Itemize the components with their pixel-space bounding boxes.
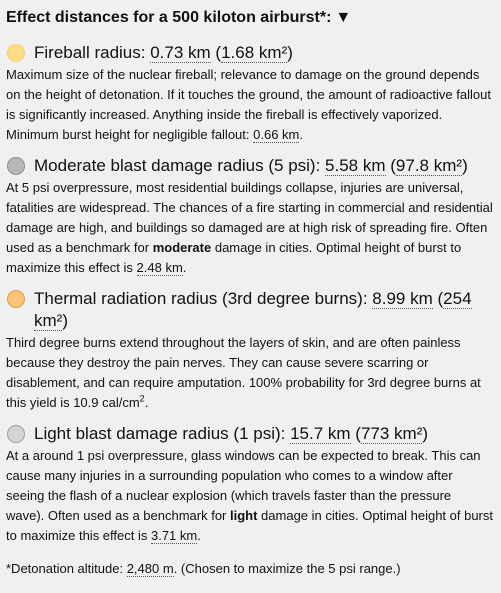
paren-open: ( (350, 424, 361, 443)
area-value[interactable]: 254 km² (34, 289, 472, 330)
effect-description (6, 333, 493, 413)
footnote-suffix: . (Chosen to maximize the 5 psi range.) (173, 561, 401, 576)
distance-value[interactable]: 5.58 km (325, 156, 386, 175)
distance-value[interactable]: 8.99 km (372, 289, 433, 308)
effect-heading (34, 155, 468, 177)
paren-close: ) (62, 311, 68, 330)
effect-thermal-radiation (6, 288, 493, 413)
effect-title (6, 288, 493, 332)
fireball-legend-circle-icon[interactable] (7, 44, 25, 62)
paren-close: ) (422, 424, 429, 443)
effect-heading (34, 288, 493, 332)
effect-label: Moderate blast damage radius (5 psi): (34, 156, 326, 175)
distance-value[interactable]: 0.73 km (150, 43, 211, 62)
desc-end: . (197, 528, 201, 543)
effect-title (6, 155, 493, 177)
effect-label: Thermal radiation radius (3rd degree burns): (34, 289, 373, 308)
light-blast-legend-circle-icon[interactable] (7, 425, 25, 443)
desc-text-2: damage in cities. Optimal height of burst to maximize this effect is (6, 240, 462, 275)
paren-open: ( (385, 156, 396, 175)
thermal-legend-circle-icon[interactable] (7, 290, 25, 308)
effect-description (6, 65, 493, 145)
desc-text-2: damage in cities. Optimal height of burst to maximize this effect is (6, 508, 493, 543)
paren-open: ( (432, 289, 444, 308)
effect-light-blast (6, 423, 493, 546)
effect-label: Light blast damage radius (1 psi): (34, 424, 291, 443)
desc-value[interactable]: 2.48 km (136, 260, 183, 275)
desc-end: . (299, 127, 303, 142)
desc-text: At 5 psi overpressure, most residential buildings collapse, injuries are universal, fatalities are widespread. The chances of a fire starting in commercial and residential damage are high, and buildings so damaged are at high risk of spreading fire. Often used as a benchmark for (6, 180, 493, 255)
desc-end: . (144, 395, 149, 410)
desc-end: . (182, 260, 187, 275)
effect-label: Fireball radius: (34, 43, 151, 62)
area-value[interactable]: 97.8 km² (395, 156, 463, 175)
effect-title (6, 42, 493, 64)
detonation-altitude-value[interactable]: 2,480 m (126, 561, 174, 576)
footnote-prefix: *Detonation altitude: (6, 561, 127, 576)
detonation-footnote (6, 560, 493, 578)
area-value[interactable]: 773 km² (360, 424, 423, 443)
desc-bold: light (230, 508, 258, 523)
moderate-blast-legend-circle-icon[interactable] (7, 157, 25, 175)
effect-fireball (6, 42, 493, 145)
effect-heading (34, 423, 428, 445)
area-value[interactable]: 1.68 km² (221, 43, 288, 62)
desc-superscript: 2 (139, 393, 145, 404)
desc-value[interactable]: 0.66 km (253, 127, 300, 142)
desc-text: Maximum size of the nuclear fireball; relevance to damage on the ground depends on the height of detonation. If it touches the ground, the amount of radioactive fallout is significantly increased. Anything inside the fireball is effectively vaporized. Minimum burst height for negligible fallout: (6, 67, 491, 142)
desc-text: At a around 1 psi overpressure, glass windows can be expected to break. This can cause many injuries in a surrounding population who comes to a window after seeing the flash of a nuclear explosion (which travels faster than the pressure wave). Often used as a benchmark for (6, 448, 481, 523)
desc-bold: moderate (152, 240, 212, 255)
paren-open: ( (210, 43, 222, 62)
effect-description (6, 178, 493, 278)
effect-heading (34, 42, 293, 64)
paren-close: ) (462, 156, 468, 175)
paren-close: ) (287, 43, 293, 62)
effects-header (6, 8, 493, 28)
distance-value[interactable]: 15.7 km (290, 424, 351, 443)
effect-description (6, 446, 493, 546)
collapse-toggle-icon[interactable]: ▼ (335, 9, 352, 26)
effect-title (6, 423, 493, 445)
effects-title: Effect distances for a 500 kiloton airburst*: (6, 9, 332, 26)
effect-moderate-blast (6, 155, 493, 278)
desc-text: Third degree burns extend throughout the layers of skin, and are often painless because they destroy the pain nerves. They can cause severe scarring or disablement, and can require amputation. 100% probability for 3rd degree burns at this yield is 10.9 cal/cm (6, 335, 481, 410)
desc-value[interactable]: 3.71 km (150, 528, 198, 543)
